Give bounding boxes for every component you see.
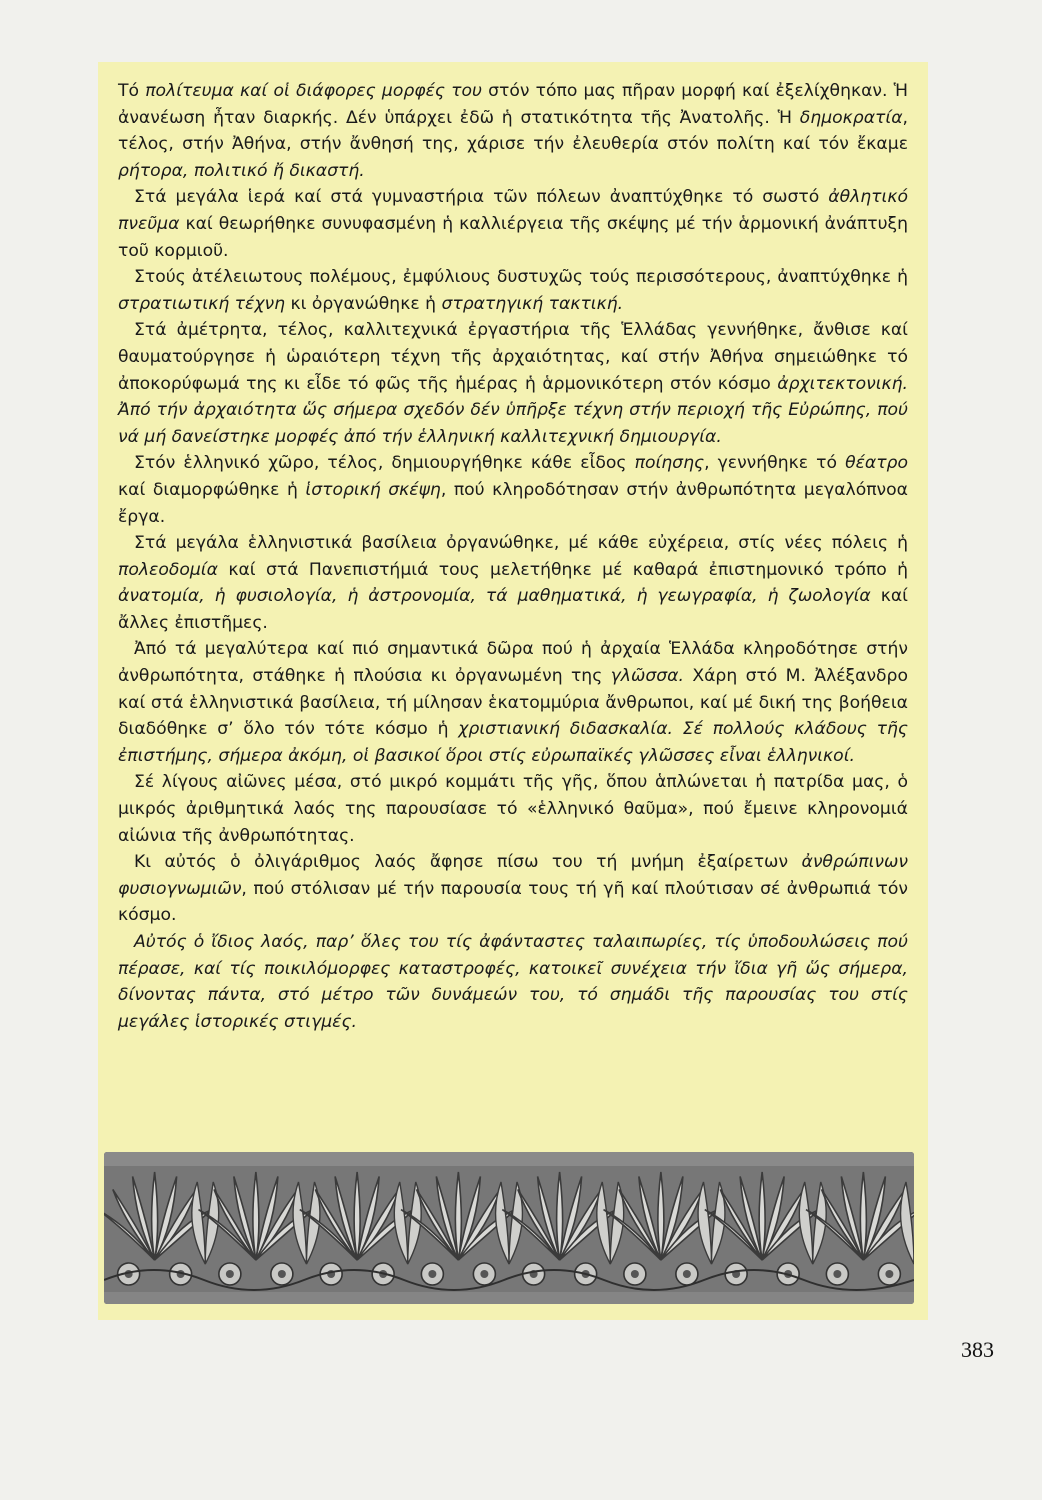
- italic-phrase: Αὐτός ὁ ἴδιος λαός, παρ’ ὅλες του τίς ἀφάνταστες ταλαιπωρίες, τίς ὑποδουλώσεις πού πέρασε, καί τίς ποικιλόμορφες καταστροφές, κατοικεῖ συνέχεια τήν ἴδια γῆ ὥς σήμερα, δίνοντας πάντα, στό μέτρο τῶν δυνάμεών του, τό σημάδι τῆς παρουσίας του στίς μεγάλες ἱστορικές στιγμές.: [118, 932, 908, 1032]
- italic-phrase: ἱστορική σκέψη: [305, 479, 441, 500]
- text-run: Στά ἀμέτρητα, τέλος, καλλιτεχνικά ἐργαστήρια τῆς Ἑλλάδας γεννήθηκε, ἄνθισε καί θαυματούργησε ἡ ὡραιότερη τέχνη τῆς ἀρχαιότητας, καί στήν Ἀθήνα σημειώθηκε τό ἀποκορύφωμά της κι εἶδε τό φῶς τῆς ἡμέρας ἡ ἁρμονικότερη στόν κόσμο: [118, 320, 908, 394]
- paragraph: [118, 636, 908, 769]
- italic-phrase: στρατηγική τακτική.: [441, 293, 624, 314]
- italic-phrase: ποίησης: [634, 453, 705, 474]
- italic-phrase: θέατρο: [845, 453, 908, 474]
- paragraph: [118, 78, 908, 184]
- text-run: Τό: [118, 81, 146, 101]
- text-run: καί διαμορφώθηκε ἡ: [118, 479, 306, 500]
- text-run: Στούς ἀτέλειωτους πολέμους, ἐμφύλιους δυστυχῶς τούς περισσότερους, ἀναπτύχθηκε ἡ: [134, 267, 908, 288]
- italic-phrase: δημοκρατία: [799, 107, 903, 128]
- text-run: Στόν ἑλληνικό χῶρο, τέλος, δημιουργήθηκε κάθε εἶδος: [134, 453, 635, 474]
- text-run: Σέ λίγους αἰῶνες μέσα, στό μικρό κομμάτι τῆς γῆς, ὅπου ἁπλώνεται ἡ πατρίδα μας, ὁ μικρός ἀριθμητικά λαός της παρουσίασε τό «ἑλληνικό θαῦμα», πού ἔμεινε κληρονομιά αἰώνια τῆς ἀνθρωπότητας.: [118, 772, 908, 846]
- italic-phrase: γλῶσσα.: [610, 666, 684, 687]
- text-run: Ἀπό τά μεγαλύτερα καί πιό σημαντικά δῶρα πού ἡ ἀρχαία Ἑλλάδα κληροδότησε στήν ἀνθρωπότητα, στάθηκε ἡ πλούσια κι ὀργανωμένη της: [118, 639, 908, 687]
- italic-phrase: ἀνθρώπινων φυσιογνωμιῶν: [118, 852, 908, 899]
- paragraph: [118, 317, 908, 450]
- text-run: , πού στόλισαν μέ τήν παρουσία τους τή γῆ καί πλούτισαν σέ ἀνθρωπιά τόν κόσμο.: [118, 878, 908, 926]
- text-run: κι ὀργανώθηκε ἡ: [285, 293, 442, 314]
- text-run: , γεννήθηκε τό: [704, 453, 846, 474]
- italic-phrase: πολεοδομία: [118, 559, 218, 580]
- text-run: Στά μεγάλα ἱερά καί στά γυμναστήρια τῶν πόλεων ἀναπτύχθηκε τό σωστό: [134, 187, 829, 208]
- anthemion-frieze-relief-icon: [104, 1152, 914, 1304]
- paragraph: [118, 184, 908, 264]
- page-number: 383: [961, 1337, 994, 1362]
- italic-phrase: ἀθλητικό πνεῦμα: [118, 187, 908, 234]
- text-run: , τέλος, στήν Ἀθήνα, στήν ἄνθησή της, χάρισε τήν ἐλευθερία στόν πολίτη καί τόν ἔκαμε: [118, 107, 908, 155]
- body-text: [118, 78, 908, 1035]
- text-run: Στά μεγάλα ἑλληνιστικά βασίλεια ὀργανώθηκε, μέ κάθε εὐχέρεια, στίς νέες πόλεις ἡ: [134, 533, 908, 554]
- italic-phrase: ρήτορα, πολιτικό ἤ δικαστή.: [118, 160, 365, 181]
- italic-phrase: πολίτευμα καί οἱ διάφορες μορφές του: [145, 81, 482, 101]
- text-run: Κι αὐτός ὁ ὀλιγάριθμος λαός ἄφησε πίσω του τή μνήμη ἐξαίρετων: [134, 852, 802, 873]
- text-run: Χάρη στό Μ. Ἀλέξανδρο καί στά ἑλληνιστικά βασίλεια, τή μίλησαν ἑκατομμύρια ἄνθρωποι, καί μέ δική της βοήθεια διαδόθηκε σ’ ὅλο τόν τότε κόσμο ἡ: [118, 666, 908, 740]
- text-run: , πού κληροδότησαν στήν ἀνθρωπότητα μεγαλόπνοα ἔργα.: [118, 479, 908, 527]
- text-run: καί ἄλλες ἐπιστῆμες.: [118, 586, 908, 633]
- italic-phrase: στρατιωτική τέχνη: [118, 293, 285, 314]
- text-run: καί θεωρήθηκε συνυφασμένη ἡ καλλιέργεια τῆς σκέψης μέ τήν ἁρμονική ἀνάπτυξη τοῦ κορμιοῦ.: [118, 213, 908, 261]
- text-run: καί στά Πανεπιστήμιά τους μελετήθηκε μέ καθαρά ἐπιστημονικό τρόπο ἡ: [217, 559, 908, 580]
- italic-phrase: ἀρχιτεκτονική. Ἀπό τήν ἀρχαιότητα ὥς σήμερα σχεδόν δέν ὑπῆρξε τέχνη στήν περιοχή τῆς Εὐρώπης, πού νά μή δανείστηκε μορφές ἀπό τήν ἑλληνική καλλιτεχνική δημιουργία.: [118, 373, 908, 447]
- paragraph: [118, 530, 908, 636]
- paragraph: [118, 450, 908, 530]
- text-run: στόν τόπο μας πῆραν μορφή καί ἐξελίχθηκαν. Ἡ ἀνανέωση ἦταν διαρκής. Δέν ὑπάρχει ἐδῶ ἡ στατικότητα τῆς Ἀνατολῆς. Ἡ: [118, 81, 909, 128]
- paragraph: [118, 849, 908, 929]
- italic-phrase: ἀνατομία, ἡ φυσιολογία, ἡ ἀστρονομία, τά μαθηματικά, ἡ γεωγραφία, ἡ ζωολογία: [118, 586, 871, 607]
- paragraph: [118, 769, 908, 849]
- paragraph: [118, 264, 908, 317]
- paragraph: [118, 929, 908, 1035]
- italic-phrase: χριστιανική διδασκαλία. Σέ πολλούς κλάδους τῆς ἐπιστήμης, σήμερα ἀκόμη, οἱ βασικοί ὅροι στίς εὐρωπαϊκές γλῶσσες εἶναι ἑλληνικοί.: [118, 719, 908, 766]
- anthemion-frieze-image: [104, 1152, 914, 1304]
